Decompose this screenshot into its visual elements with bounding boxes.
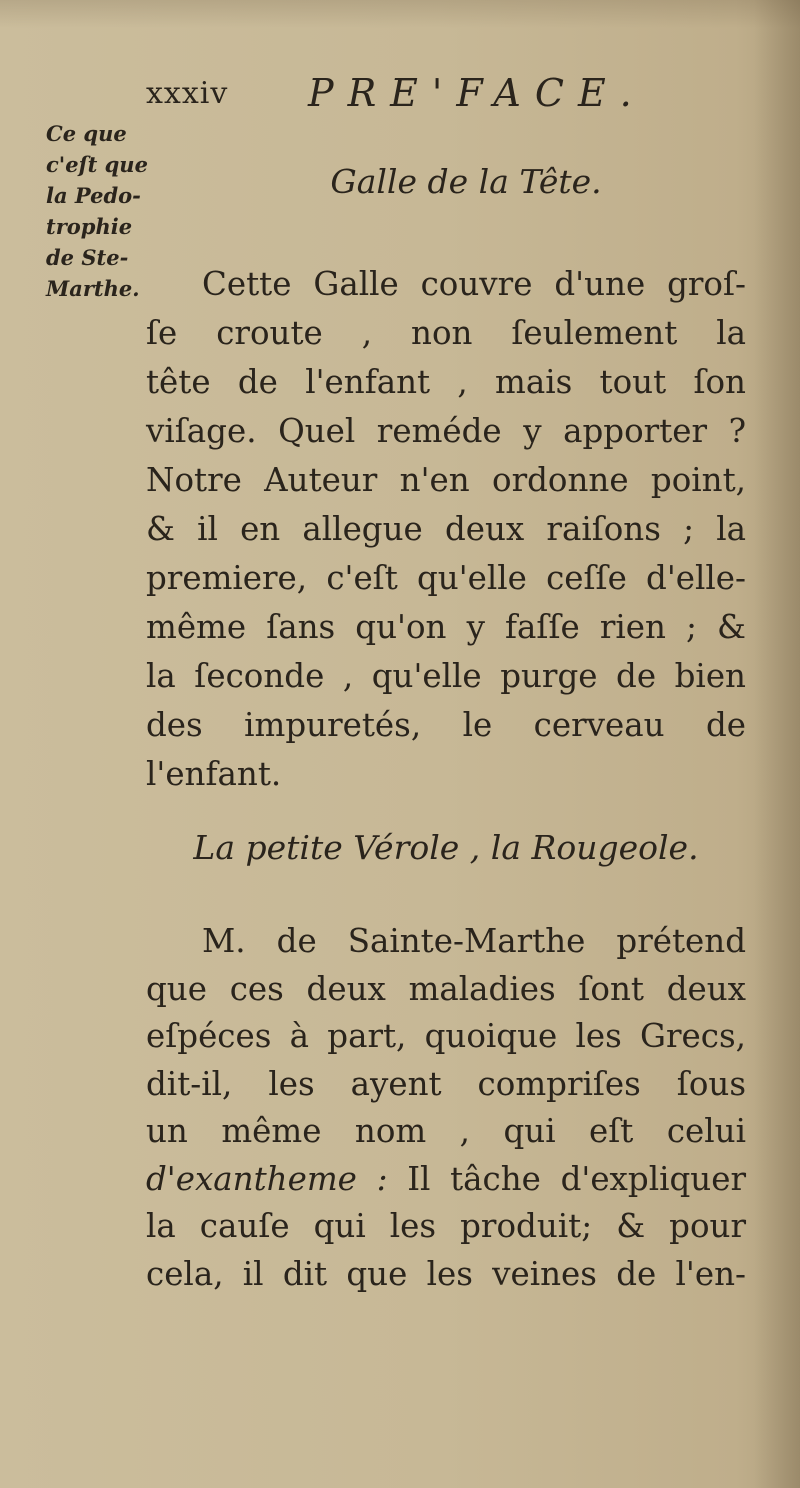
text-line: eſpéces à part, quoique les Grecs,: [146, 1017, 746, 1055]
text-line: dit-il, les ayent compriſes ſous: [146, 1064, 746, 1103]
text-line: viſage. Quel reméde y apporter ?: [146, 412, 746, 450]
text-line: même ſans qu'on y faſſe rien ; &: [146, 608, 746, 646]
text-line: la cauſe qui les produit; & pour: [146, 1207, 746, 1245]
text-line: l'enfant.: [146, 755, 282, 793]
section-heading-verole: La petite Vérole , la Rougeole.: [193, 828, 699, 867]
running-title: PRE'FACE.: [308, 71, 646, 115]
text-line: M. de Sainte-Marthe prétend: [202, 922, 746, 960]
page-number: xxxiv: [146, 76, 229, 111]
text-span: Il tâche d'expliquer: [387, 1159, 746, 1198]
marginal-note: [46, 118, 154, 304]
marginal-note-line: Ce que: [46, 121, 127, 146]
running-header: [146, 70, 746, 120]
marginal-note-line: trophie: [46, 214, 133, 239]
marginal-note-line: la Pedo-: [46, 183, 141, 208]
marginal-note-line: Marthe.: [46, 276, 140, 301]
text-line: & il en allegue deux raiſons ; la: [146, 510, 746, 548]
text-line: cela, il dit que les veines de l'en-: [146, 1254, 746, 1293]
page-gutter-shadow: [754, 0, 800, 1488]
marginal-note-line: de Ste-: [46, 245, 129, 270]
paragraph-galle: [146, 260, 746, 799]
text-line: tête de l'enfant , mais tout ſon: [146, 363, 746, 401]
text-line: un même nom , qui eſt celui: [146, 1112, 746, 1150]
text-line: Cette Galle couvre d'une groſ-: [202, 265, 746, 303]
italic-term: d'exantheme :: [146, 1159, 388, 1198]
text-line: premiere, c'eſt qu'elle ceſſe d'elle-: [146, 559, 746, 597]
text-line: Notre Auteur n'en ordonne point,: [146, 461, 746, 499]
text-line: que ces deux maladies ſont deux: [146, 969, 746, 1008]
page-top-shadow: [0, 0, 800, 28]
marginal-note-line: c'eſt que: [46, 152, 148, 177]
text-line: [146, 1156, 746, 1204]
text-line: la ſeconde , qu'elle purge de bien: [146, 657, 746, 695]
text-line: des impuretés, le cerveau de: [146, 706, 746, 744]
paragraph-verole: [146, 918, 746, 1298]
text-line: ſe croute , non ſeulement la: [146, 314, 746, 352]
section-heading-galle: Galle de la Tête.: [330, 162, 602, 201]
